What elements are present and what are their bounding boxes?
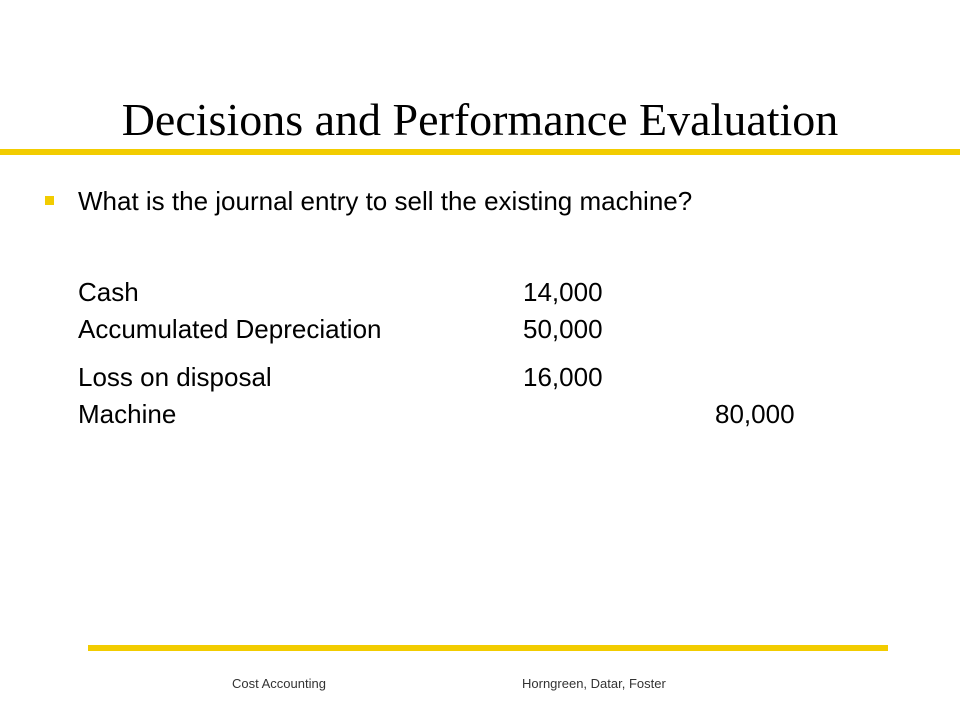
entry-account-label: Loss on disposal: [78, 362, 272, 392]
entry-account-label: Cash: [78, 277, 139, 307]
footer-rule: [88, 645, 888, 651]
entry-debit-amount: 50,000: [523, 314, 603, 344]
entry-debit-amount: 14,000: [523, 277, 603, 307]
square-bullet-icon: [45, 196, 54, 205]
slide-title: Decisions and Performance Evaluation: [121, 94, 839, 145]
footer-authors: Horngreen, Datar, Foster: [522, 676, 666, 691]
footer-course-title: Cost Accounting: [232, 676, 326, 691]
title-underline: [0, 149, 960, 155]
entry-debit-amount: 16,000: [523, 362, 603, 392]
entry-credit-amount: 80,000: [715, 399, 795, 429]
bullet-question: What is the journal entry to sell the existing machine?: [78, 186, 693, 216]
entry-account-label: Machine: [78, 399, 177, 429]
entry-account-label: Accumulated Depreciation: [78, 314, 382, 344]
